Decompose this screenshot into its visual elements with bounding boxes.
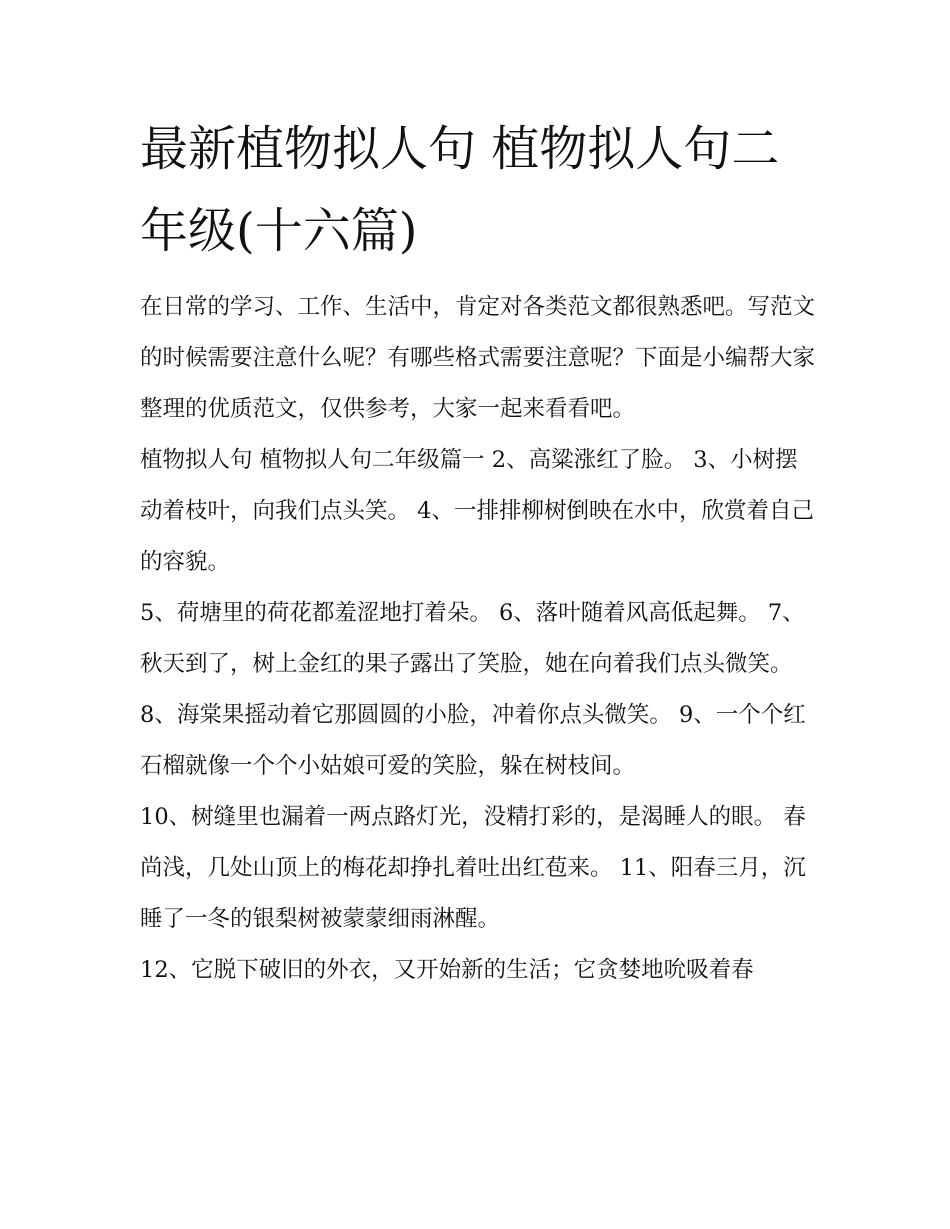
paragraph-1: 植物拟人句 植物拟人句二年级篇一 2、高粱涨红了脸。 3、小树摆动着枝叶，向我们点头笑。 4、一排排柳树倒映在水中，欣赏着自己的容貌。 xyxy=(140,447,814,575)
paragraph-2: 5、荷塘里的荷花都羞涩地打着朵。 6、落叶随着风高低起舞。 7、秋天到了，树上金红的果子露出了笑脸，她在向着我们点头微笑。 xyxy=(140,600,805,677)
paragraph-3: 8、海棠果摇动着它那圆圆的小脸，冲着你点头微笑。 9、一个个红石榴就像一个个小姑娘可爱的笑脸，躲在树枝间。 xyxy=(140,702,806,779)
paragraph-4: 10、树缝里也漏着一两点路灯光，没精打彩的，是渴睡人的眼。 春尚浅，几处山顶上的梅花却挣扎着吐出红苞来。 11、阳春三月，沉睡了一冬的银梨树被蒙蒙细雨淋醒。 xyxy=(140,804,806,932)
paragraph-5: 12、它脱下破旧的外衣，又开始新的生活；它贪婪地吮吸着春 xyxy=(140,957,754,983)
document-title: 最新植物拟人句 植物拟人句二年级(十六篇) xyxy=(140,121,780,259)
paragraph-intro: 在日常的学习、工作、生活中，肯定对各类范文都很熟悉吧。写范文的时候需要注意什么呢？有哪些格式需要注意呢？下面是小编帮大家整理的优质范文，仅供参考，大家一起来看看吧。 xyxy=(140,294,816,422)
document-body xyxy=(140,282,820,996)
